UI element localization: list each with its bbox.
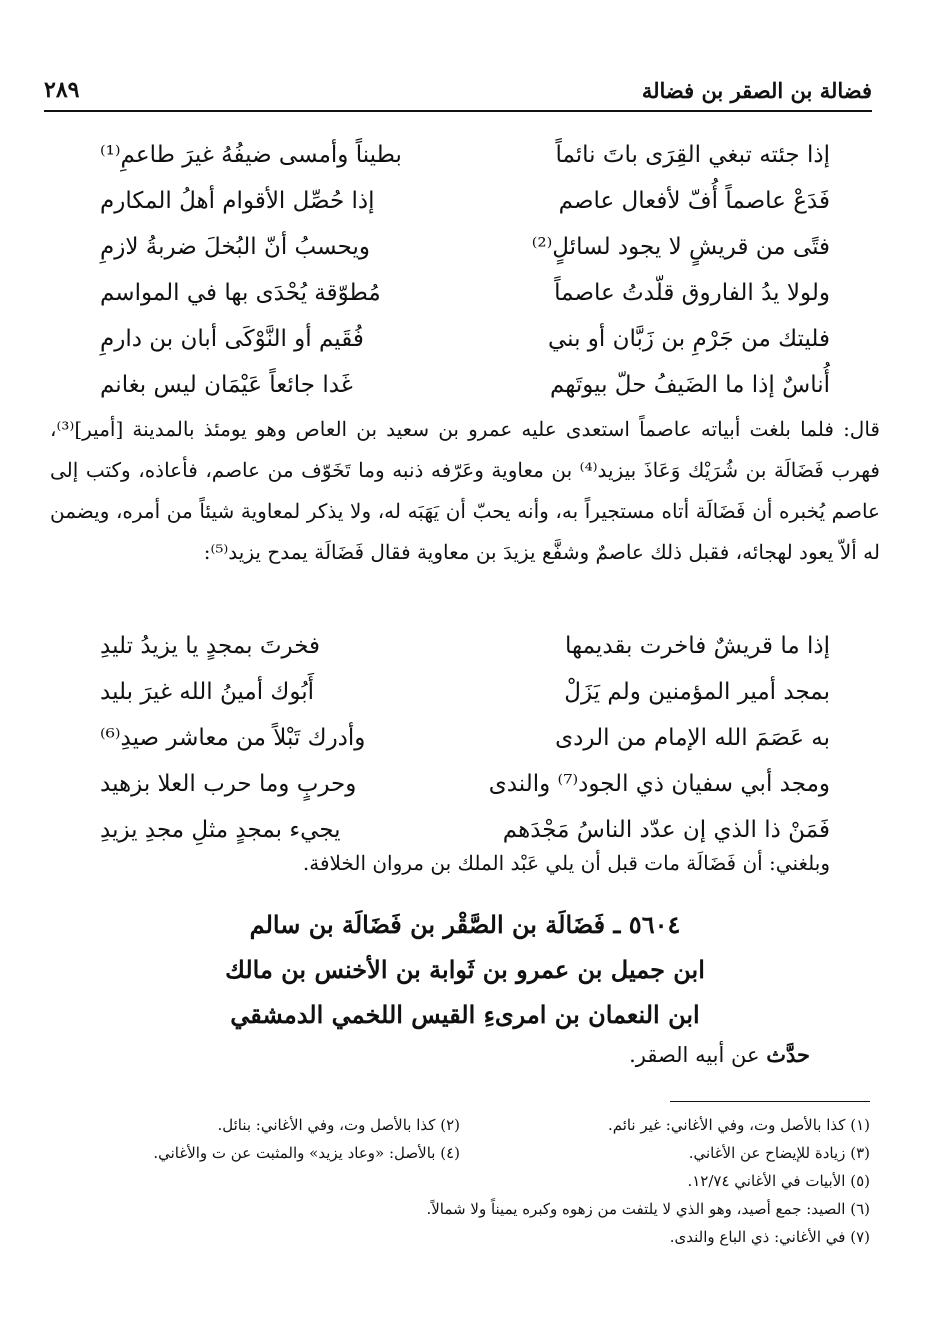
poem-first xyxy=(100,132,830,408)
footnote-number: (٣) xyxy=(850,1144,870,1162)
verse xyxy=(100,362,830,408)
footnote xyxy=(80,1228,870,1246)
footnote xyxy=(80,1116,460,1134)
footnote-text: في الأغاني: ذي الباع والندى. xyxy=(669,1228,846,1246)
verse xyxy=(100,715,830,761)
verse-second-hemistich: أَبُوك أمينُ الله غيرَ بليد xyxy=(100,679,315,705)
verse-first-hemistich: فَدَعْ عاصماً أُفّ لأفعال عاصم xyxy=(558,188,830,214)
entry-heading-line: ٥٦٠٤ ـ فَضَالَة بن الصَّقْر بن فَضَالَة بن سالم xyxy=(249,910,681,939)
verse-second-hemistich: فخرتَ بمجدٍ يا يزيدُ تليدِ xyxy=(100,633,321,659)
verse-first-hemistich: فتًى من قريشٍ لا يجود لسائلٍ⁽²⁾ xyxy=(531,234,830,260)
verse-first-hemistich: إذا جئته تبغي القِرَى باتَ نائماً xyxy=(555,142,830,168)
footnote-number: (٥) xyxy=(850,1172,870,1190)
footnote-text: زيادة للإيضاح عن الأغاني. xyxy=(688,1144,846,1162)
footnote-text: كذا بالأصل وت، وفي الأغاني: غير نائم. xyxy=(607,1116,846,1134)
verse xyxy=(100,178,830,224)
verse-first-hemistich: بمجد أمير المؤمنين ولم يَزَلْ xyxy=(564,679,830,705)
footnote xyxy=(80,1172,870,1190)
verse-first-hemistich: فَمَنْ ذا الذي إن عدّد الناسُ مَجْدَهم xyxy=(502,817,830,843)
verse xyxy=(100,316,830,362)
verse-second-hemistich: فُقَيم أو النَّوْكَى أبان بن دارمِ xyxy=(100,326,364,352)
entry-note xyxy=(629,1042,810,1067)
verse xyxy=(100,669,830,715)
footnote-text: بالأصل: «وعاد يزيد» والمثبت عن ت والأغاني. xyxy=(153,1144,436,1162)
verse-second-hemistich: غَدا جائعاً عَيْمَان ليس بغانم xyxy=(100,372,353,398)
page-header xyxy=(44,70,872,112)
prose-text: قال: فلما بلغت أبياته عاصماً استعدى عليه عمرو بن سعيد بن العاص وهو يومئذ بالمدينة [أمير]⁽³⁾، فهرب فَضَالَة بن شُرَيْك وَعَاذَ بيزيد⁽⁴⁾ بن معاوية وعَرّفه ذنبه وما تَخَوّف من عاصم، فأعاذه، وكتب إلى عاصم يُخبره أن فَضَالَة أتاه مستجيراً به، وأنه يحبّ أن يَهَبَه له، ولا يذكر لمعاوية شيئاً من أمره، ويضمن له ألاّ يعود لهجائه، فقبل ذلك عاصمٌ وشفَّع يزيدَ بن معاوية فقال فَضَالَة يمدح يزيد⁽⁵⁾: xyxy=(50,417,880,564)
verse-first-hemistich: فليتك من جَرْمِ بن زَبَّان أو بني xyxy=(547,326,830,352)
verse xyxy=(100,224,830,270)
verse-second-hemistich: وأدرك تَبْلاً من معاشر صيدِ⁽⁶⁾ xyxy=(100,725,366,751)
verse-first-hemistich: به عَصَمَ الله الإمام من الردى xyxy=(555,725,830,751)
page-number: ٢٨٩ xyxy=(44,77,80,103)
verse-second-hemistich: مُطوّقة يُحْدَى بها في المواسم xyxy=(100,280,381,306)
verse-second-hemistich: إذا حُصِّل الأقوام أهلُ المكارم xyxy=(100,188,375,214)
verse-second-hemistich: وحربٍ وما حرب العلا بزهيد xyxy=(100,771,357,797)
footnotes xyxy=(80,1116,870,1246)
footnote-number: (٢) xyxy=(440,1116,460,1134)
footnote-number: (٤) xyxy=(440,1144,460,1162)
verse-first-hemistich: ومجد أبي سفيان ذي الجود⁽⁷⁾ والندى xyxy=(488,771,830,797)
entry-heading xyxy=(0,902,930,1037)
entry-note-text: عن أبيه الصقر. xyxy=(629,1043,767,1067)
verse-first-hemistich: ولولا يدُ الفاروق قلّدتُ عاصماً xyxy=(554,280,830,306)
verse xyxy=(100,761,830,807)
verse xyxy=(100,132,830,178)
footnote-number: (٦) xyxy=(850,1200,870,1218)
verse xyxy=(100,623,830,669)
closing-sentence: وبلغني: أن فَضَالَة مات قبل أن يلي عَبْد الملك بن مروان الخلافة. xyxy=(302,851,830,875)
prose-paragraph xyxy=(50,409,880,573)
footnote xyxy=(80,1144,460,1162)
footnote-text: كذا بالأصل وت، وفي الأغاني: بنائل. xyxy=(217,1116,436,1134)
footnote xyxy=(490,1116,870,1134)
footnote-text: الصيد: جمع أصيد، وهو الذي لا يلتفت من زهوه وكبره يميناً ولا شمالاً. xyxy=(426,1200,846,1218)
entry-heading-line: ابن جميل بن عمرو بن ثَوابة بن الأخنس بن مالك xyxy=(225,955,705,984)
entry-note-keyword: حدَّث xyxy=(766,1042,810,1067)
verse xyxy=(100,270,830,316)
verse-second-hemistich: ويحسبُ أنّ البُخلَ ضربةُ لازمِ xyxy=(100,234,371,260)
footnote-number: (٧) xyxy=(850,1228,870,1246)
verse-first-hemistich: أُناسٌ إذا ما الضَيفُ حلّ بيوتَهم xyxy=(549,372,830,398)
verse xyxy=(100,807,830,853)
running-title: فضالة بن الصقر بن فضالة xyxy=(641,77,872,103)
footnote-text: الأبيات في الأغاني ١٢/٧٤. xyxy=(687,1172,846,1190)
verse-first-hemistich: إذا ما قريشٌ فاخرت بقديمها xyxy=(565,633,830,659)
footnote xyxy=(80,1200,870,1218)
footnote-number: (١) xyxy=(850,1116,870,1134)
entry-heading-line: ابن النعمان بن امرىءِ القيس اللخمي الدمشقي xyxy=(230,1000,700,1029)
footnote-separator xyxy=(670,1101,870,1102)
verse-second-hemistich: بطيناً وأمسى ضيفُهُ غيرَ طاعمِ⁽¹⁾ xyxy=(100,142,402,168)
poem-second xyxy=(100,623,830,853)
verse-second-hemistich: يجيء بمجدٍ مثلِ مجدِ يزيدِ xyxy=(100,817,341,843)
footnote xyxy=(490,1144,870,1162)
